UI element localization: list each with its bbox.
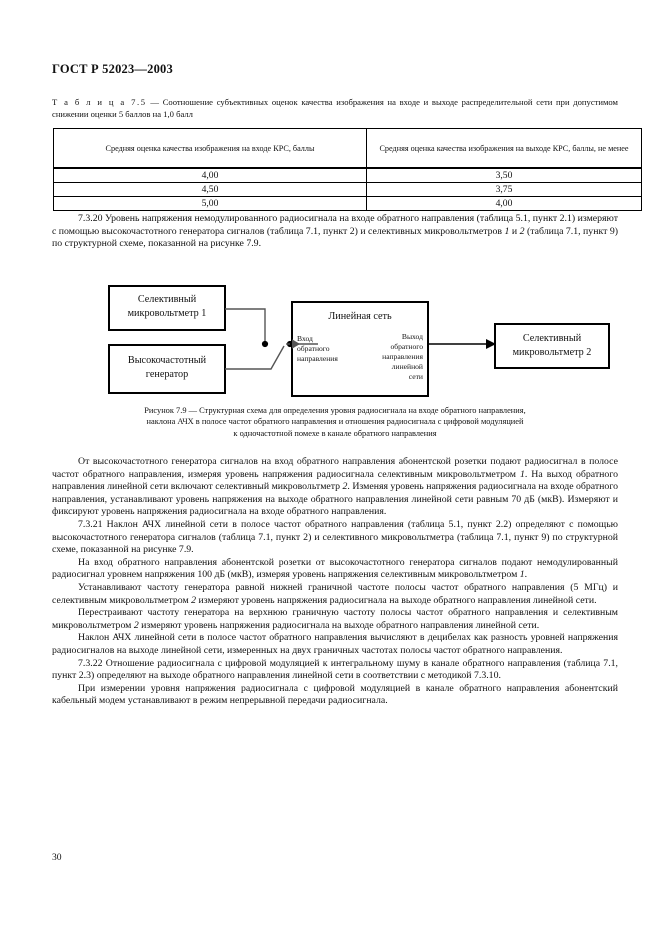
table-header-cell-output: Средняя оценка качества изображения на выходе КРС, баллы, не менее — [367, 129, 642, 169]
label-ln-output-line3: направления — [382, 352, 423, 361]
clause-number: 7.3.20 — [78, 213, 103, 224]
label-sm2-line1: Селективный — [522, 333, 582, 344]
table-row — [54, 168, 642, 183]
figure-caption-line-1: — Структурная схема для определения уровня радиосигнала на входе обратного направления, — [186, 406, 526, 415]
par5-text-a: Перестраивают частоту генератора на верхнюю граничную частоту полосы частот обратного направления и селективным микровольтметром — [52, 607, 618, 631]
figure-caption-number: Рисунок 7.9 — [144, 406, 187, 415]
table-cell: 4,50 — [54, 183, 367, 197]
paragraph-generator-input — [52, 557, 618, 582]
clause-7-3-22-text: Отношение радиосигнала с цифровой модуляцией к интегральному шуму в канале обратного направления (таблица 7.1, пункт 2.3) определяют на выходе обратного направления линейной сети в соответствии с методикой 7.3.10. — [52, 657, 618, 682]
label-sm1-line1: Селективный — [137, 294, 197, 305]
par3-text-b: . — [524, 569, 528, 581]
label-gen-line1: Высокочастотный — [127, 355, 207, 366]
table-caption-label: Т а б л и ц а 7.5 — [52, 97, 147, 107]
par1-text-c: . Изменяя уровень напряжения радиосигнала на входе обратного направления, устанавливают уровень напряжения на выходе обратного направления линейной сети равным 70 дБ (мкВ). Измеряют и фиксируют уровень напряжения радиосигнала на входе обратного направления. — [52, 481, 619, 518]
paragraph-upper-frequency — [52, 607, 618, 632]
table-row — [54, 197, 642, 211]
table-cell: 3,75 — [367, 183, 642, 197]
par8-text: При измерении уровня напряжения радиосигнала с цифровой модуляцией в канале обратного направления абонентский кабельный модем устанавливают в режим непрерывной передачи радиосигнала. — [52, 682, 618, 707]
par3-text-a: На вход обратного направления абонентской розетки от высокочастотного генератора сигналов подают немодулированный радиосигнал уровнем напряжения 100 дБ (мкВ), измеряя уровень напряжения селективным микровольтметром — [52, 556, 618, 581]
clause-7-3-21-number: 7.3.21 — [78, 518, 103, 530]
switch-node-upper-contact — [262, 341, 268, 347]
table-cell: 3,50 — [367, 168, 642, 183]
label-line-network-title: Линейная сеть — [328, 311, 392, 322]
par1-instrument-2: 2 — [342, 481, 348, 493]
par1-text-a: От высокочастотного генератора сигналов на вход обратного направления абонентской розетки подают радиосигнал в полосе частот обратного направления, измеряя уровень напряжения радиосигнала селективным микровольтметром — [52, 456, 618, 480]
label-ln-output-line2: обратного — [390, 342, 423, 351]
par5-instrument-2: 2 — [133, 619, 139, 631]
paragraph-lower-frequency — [52, 582, 618, 607]
table-7-5 — [53, 128, 642, 211]
figure-7-9 — [52, 283, 618, 405]
par4-text-a: Устанавливают частоту генератора равной нижней граничной частоте полосы частот обратного направления (5 МГц) и селективным микровольтметром — [52, 581, 618, 606]
table-caption-text: — Соотношение субъективных оценок качества изображения на входе и выходе распределительной сети при допустимом снижении оценки 5 баллов на 1,0 балл — [52, 97, 618, 119]
label-ln-input-line3: направления — [297, 354, 338, 363]
table-header-cell-input: Средняя оценка качества изображения на входе КРС, баллы — [54, 129, 367, 169]
label-ln-output-line1: Выход — [401, 332, 423, 341]
clause-7-3-20 — [52, 213, 618, 251]
label-ln-input-line1: Вход — [297, 334, 313, 343]
label-sm1-line2: микровольтметр 1 — [127, 308, 207, 319]
block-diagram-svg — [52, 283, 618, 405]
par4-text-b: измеряют уровень напряжения радиосигнала на выходе обратного направления линейной сети. — [196, 594, 597, 606]
page-number: 30 — [52, 852, 62, 863]
table-row — [54, 183, 642, 197]
box-selective-microvoltmeter-2 — [495, 324, 609, 368]
paragraph-cable-modem-note — [52, 683, 618, 708]
par4-instrument-2: 2 — [191, 594, 197, 606]
par5-text-b: измеряют уровень напряжения радиосигнала на выходе обратного направления линейной сети. — [138, 619, 540, 631]
table-cell: 4,00 — [367, 197, 642, 211]
label-ln-output-line5: сети — [408, 372, 423, 381]
standard-header: ГОСТ Р 52023—2003 — [52, 62, 173, 76]
clause-7-3-22 — [52, 658, 618, 683]
table-caption — [52, 97, 618, 120]
figure-caption-line-3: к одночастотной помехе в канале обратного направления — [233, 428, 437, 438]
clause-text-part-2: и — [509, 225, 520, 237]
instrument-ref-2: 2 — [519, 225, 525, 237]
label-ln-input-line2: обратного — [297, 344, 330, 353]
clause-7-3-22-number: 7.3.22 — [78, 657, 103, 669]
figure-caption — [52, 405, 618, 439]
par3-instrument-1: 1 — [519, 569, 525, 581]
clause-text-part-3: (таблица 7.1, пункт 9) по структурной схеме, показанной на рисунке 7.9. — [52, 225, 618, 250]
par1-instrument-1: 1 — [519, 468, 525, 480]
table-cell: 4,00 — [54, 168, 367, 183]
connector-generator-to-switch — [225, 346, 284, 369]
label-ln-output-line4: линейной — [391, 362, 423, 371]
paragraph-measurement-procedure — [52, 456, 618, 519]
table-cell: 5,00 — [54, 197, 367, 211]
instrument-ref-1: 1 — [504, 225, 510, 237]
par1-text-b: . На выход обратного направления линейной сети включают селективный микровольтметр — [52, 468, 618, 493]
body-text-block — [52, 456, 618, 708]
label-gen-line2: генератор — [145, 369, 189, 380]
clause-7-3-21-text: Наклон АЧХ линейной сети в полосе частот обратного направления (таблица 5.1, пункт 2.2) определяют с помощью высокочастотного генератора сигналов (таблица 7.1, пункт 2) и селективного микровольтметра (таблица 7.1, пункт 9) по структурной схеме, показанной на рисунке 7.9. — [52, 518, 618, 556]
paragraph-slope-calculation — [52, 632, 618, 657]
table-header-row — [54, 129, 642, 169]
clause-text-part-1: Уровень напряжения немодулированного радиосигнала на входе обратного направления (таблица 5.1, пункт 2.1) измеряют с помощью высокочастотного генератора сигналов (таблица 7.1, пункт 2) и селективных микровольтметров — [52, 213, 618, 237]
figure-caption-line-2: наклона АЧХ в полосе частот обратного направления и отношения радиосигнала с цифровой модуляцией — [146, 417, 524, 427]
label-sm2-line2: микровольтметр 2 — [512, 347, 592, 358]
clause-7-3-21 — [52, 519, 618, 557]
connector-sm1-to-switch — [225, 309, 265, 343]
par6-text: Наклон АЧХ линейной сети в полосе частот обратного направления вычисляют в децибелах как разность уровней напряжения радиосигналов на выходе линейной сети, измеренных на двух граничных частотах полосы частот обратного направления. — [52, 632, 618, 656]
